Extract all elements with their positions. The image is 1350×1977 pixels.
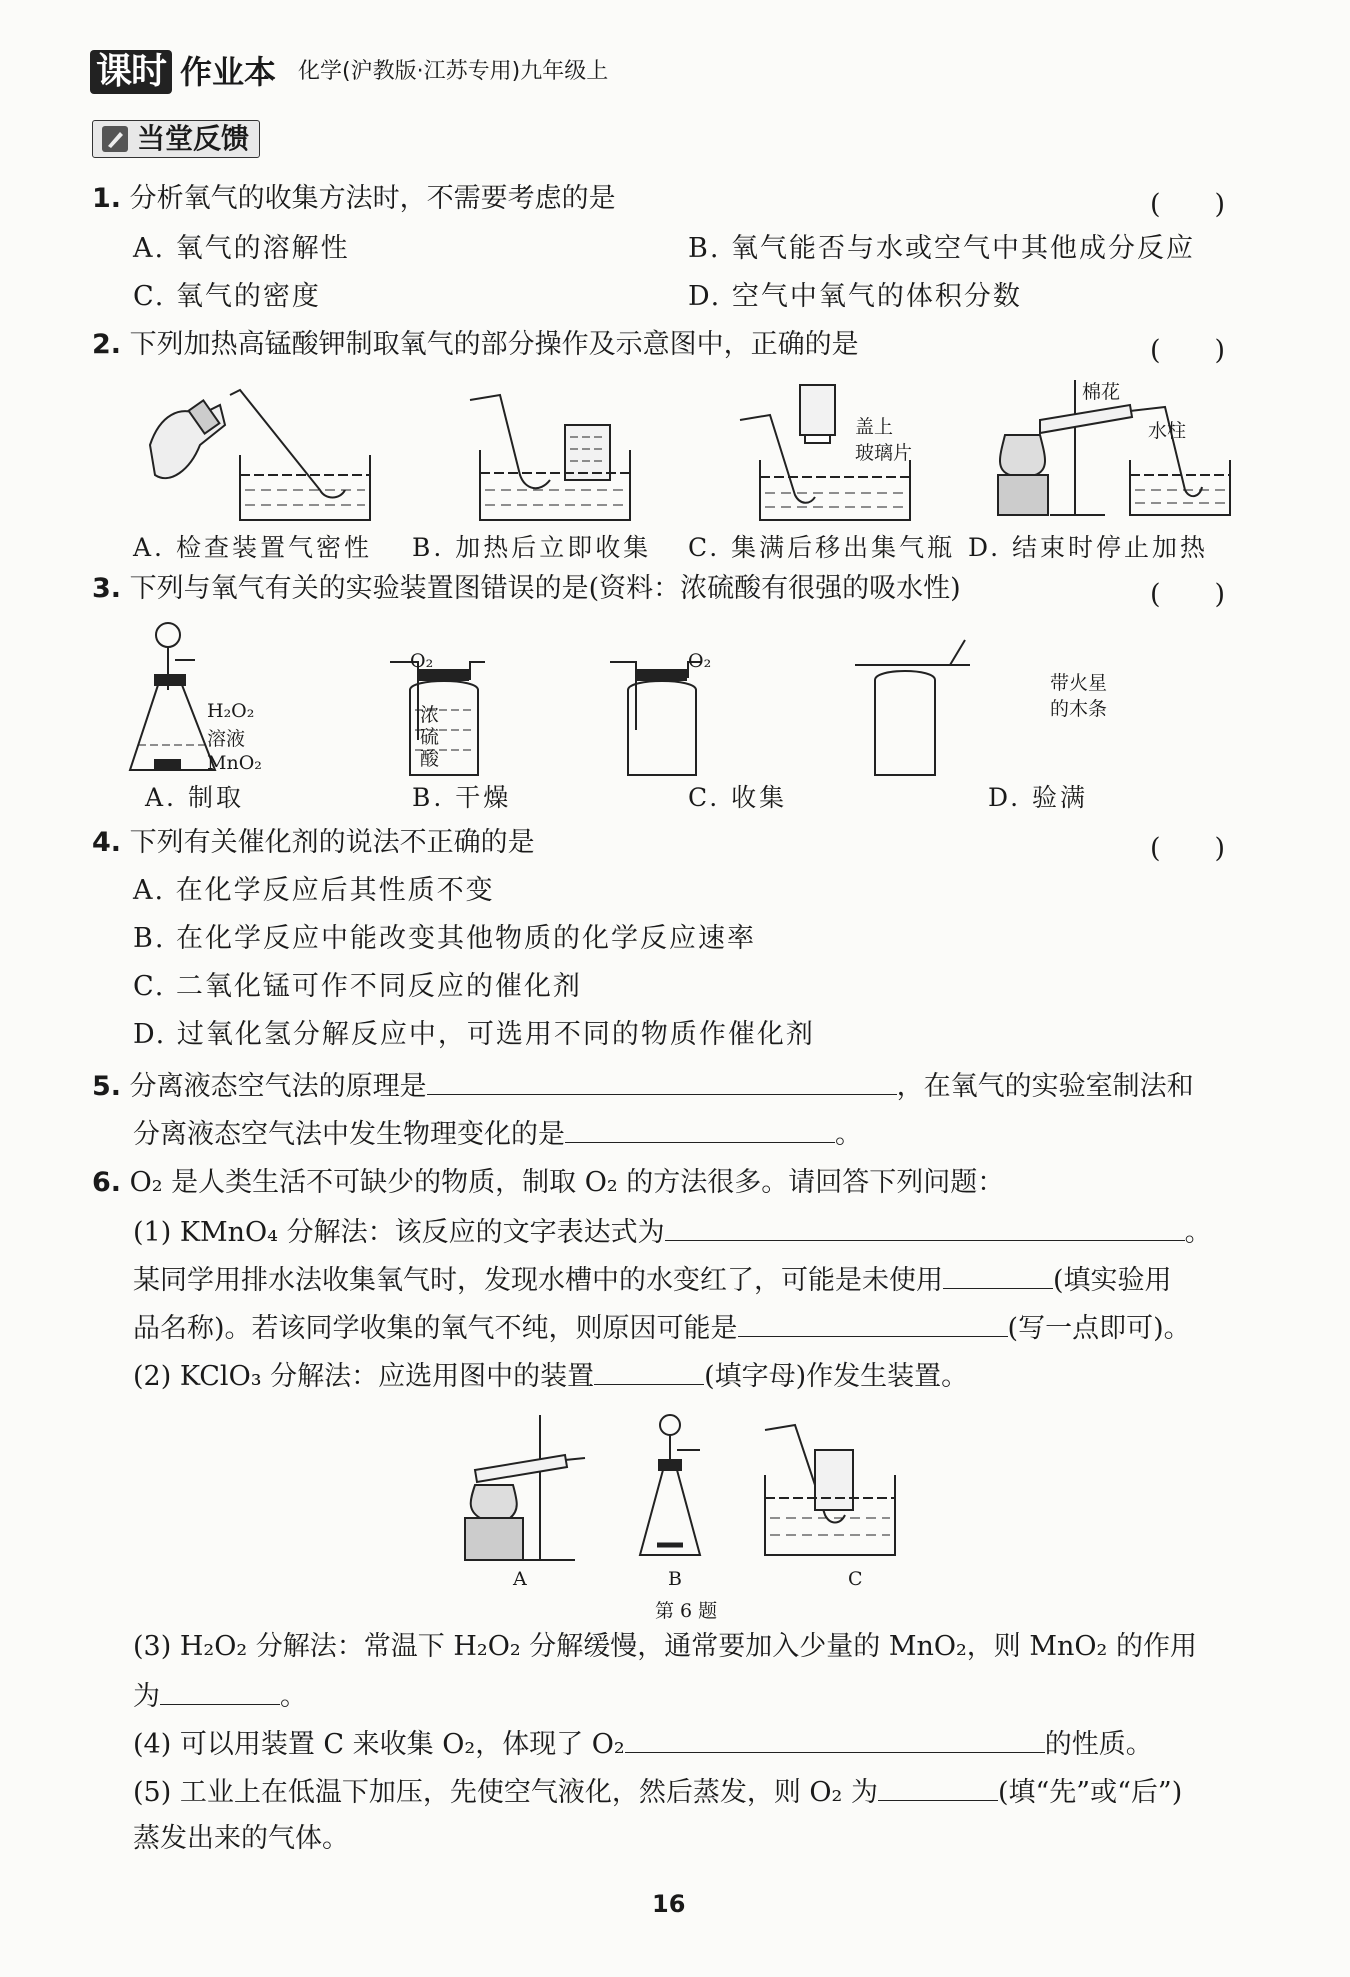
q2-label-cotton: 棉花 [1082,381,1121,403]
section-heading [92,120,260,158]
header-logo: 课时 [90,50,172,94]
q6-part-2: (2) KClO₃ 分解法：应选用图中的装置 (填字母)作发生装置。 [133,1358,968,1394]
q3-label-h2o2: H₂O₂ [207,700,255,722]
q6-blank-2[interactable] [943,1262,1053,1289]
q6-fig-c [765,1425,895,1555]
q1-option-c: C. 氧气的密度 [133,281,321,312]
q3-label-stick-2: 的木条 [1050,698,1108,720]
q3-option-c: C. 收集 [688,783,788,812]
q3-option-a: A. 制取 [145,783,244,812]
q3-stem: 3. 下列与氧气有关的实验装置图错误的是(资料：浓硫酸有很强的吸水性) [92,573,961,604]
q6-blank-1[interactable] [665,1214,1185,1241]
q6-blank-6[interactable] [625,1726,1045,1753]
q4-option-b: B. 在化学反应中能改变其他物质的化学反应速率 [133,923,757,954]
q3-option-d: D. 验满 [988,783,1089,812]
q3-label-stick-1: 带火星 [1050,672,1108,694]
q3-label-acid-3: 酸 [420,748,440,770]
q3-figures [120,620,1120,780]
q3-label-o2-b: O₂ [410,650,434,672]
page-number: 16 [652,1890,686,1918]
q2-label-water-column: 水柱 [1148,420,1187,442]
q4-stem: 4. 下列有关催化剂的说法不正确的是 [92,827,535,858]
q6-figures [455,1410,935,1570]
pencil-icon [101,125,129,153]
q1-option-a: A. 氧气的溶解性 [133,233,350,264]
q6-blank-7[interactable] [878,1774,998,1801]
q6-part-3-line-1: (3) H₂O₂ 分解法：常温下 H₂O₂ 分解缓慢，通常要加入少量的 MnO₂，则 MnO₂ 的作用 [133,1631,1197,1662]
q3-fig-a [130,623,215,770]
q1-option-d: D. 空气中氧气的体积分数 [688,281,1022,312]
q5-blank-1[interactable] [427,1068,897,1095]
header-subtitle: 化学(沪教版·江苏专用)九年级上 [298,59,609,84]
q3-option-b: B. 干燥 [412,783,512,812]
q3-label-mno2: MnO₂ [207,752,262,774]
q6-fig-b [640,1415,700,1555]
q4-option-c: C. 二氧化锰可作不同反应的催化剂 [133,971,582,1002]
q1-stem: 1. 分析氧气的收集方法时，不需要考虑的是 [92,183,616,214]
q4-option-d: D. 过氧化氢分解反应中，可选用不同的物质作催化剂 [133,1019,815,1050]
q3-fig-d [855,640,970,775]
q2-label-cover-1: 盖上 [855,416,894,438]
q2-label-cover-2: 玻璃片 [855,442,913,464]
q3-answer-paren[interactable]: ( ) [1150,579,1226,610]
q5-blank-2[interactable] [565,1116,835,1143]
header [90,50,608,94]
q4-answer-paren[interactable]: ( ) [1150,833,1226,864]
q2-option-a: A. 检查装置气密性 [133,533,372,562]
q2-fig-a [150,390,370,520]
q3-label-acid-2: 硫 [420,726,440,748]
q1-option-b: B. 氧气能否与水或空气中其他成分反应 [688,233,1196,264]
q3-label-acid-1: 浓 [420,704,440,726]
q6-part-1-line-1: (1) KMnO₄ 分解法：该反应的文字表达式为 。 [133,1214,1212,1250]
q3-label-o2-c: O₂ [688,650,712,672]
q6-stem: 6. O₂ 是人类生活不可缺少的物质，制取 O₂ 的方法很多。请回答下列问题： [92,1167,1005,1198]
q6-fig-label-c: C [848,1568,863,1590]
q2-answer-paren[interactable]: ( ) [1150,335,1226,366]
q6-blank-4[interactable] [594,1358,704,1385]
q6-part-5-line-1: (5) 工业上在低温下加压，先使空气液化，然后蒸发，则 O₂ 为 (填“先”或“后”) [133,1774,1182,1810]
q6-part-1-line-2: 某同学用排水法收集氧气时，发现水槽中的水变红了，可能是未使用 (填实验用 [133,1262,1172,1298]
q3-fig-c [610,662,702,775]
q2-option-b: B. 加热后立即收集 [412,533,652,562]
q5-line-1: 5. 分离液态空气法的原理是 ，在氧气的实验室制法和 [92,1068,1194,1104]
q6-part-5-line-2: 蒸发出来的气体。 [133,1823,349,1854]
q6-part-1-line-3: 品名称)。若该同学收集的氧气不纯，则原因可能是 (写一点即可)。 [133,1310,1191,1346]
q6-part-3-line-2: 为 。 [133,1678,307,1714]
header-title: 作业本 [180,53,277,91]
q6-fig-a [465,1415,585,1560]
q6-fig-label-a: A [513,1568,527,1590]
q2-fig-b [470,395,630,520]
q2-stem: 2. 下列加热高锰酸钾制取氧气的部分操作及示意图中，正确的是 [92,329,859,360]
q6-part-4: (4) 可以用装置 C 来收集 O₂，体现了 O₂ 的性质。 [133,1726,1153,1762]
q3-label-solution: 溶液 [207,728,246,750]
q4-option-a: A. 在化学反应后其性质不变 [133,875,495,906]
q1-answer-paren[interactable]: ( ) [1150,189,1226,220]
q5-line-2: 分离液态空气法中发生物理变化的是 。 [133,1116,862,1152]
section-title: 当堂反馈 [137,122,250,155]
q6-fig-label-b: B [668,1568,682,1590]
q2-option-d: D. 结束时停止加热 [968,533,1209,562]
q6-blank-5[interactable] [160,1678,280,1705]
q6-figure-caption: 第 6 题 [655,1600,718,1622]
q2-option-c: C. 集满后移出集气瓶 [688,533,956,562]
q6-blank-3[interactable] [738,1310,1008,1337]
